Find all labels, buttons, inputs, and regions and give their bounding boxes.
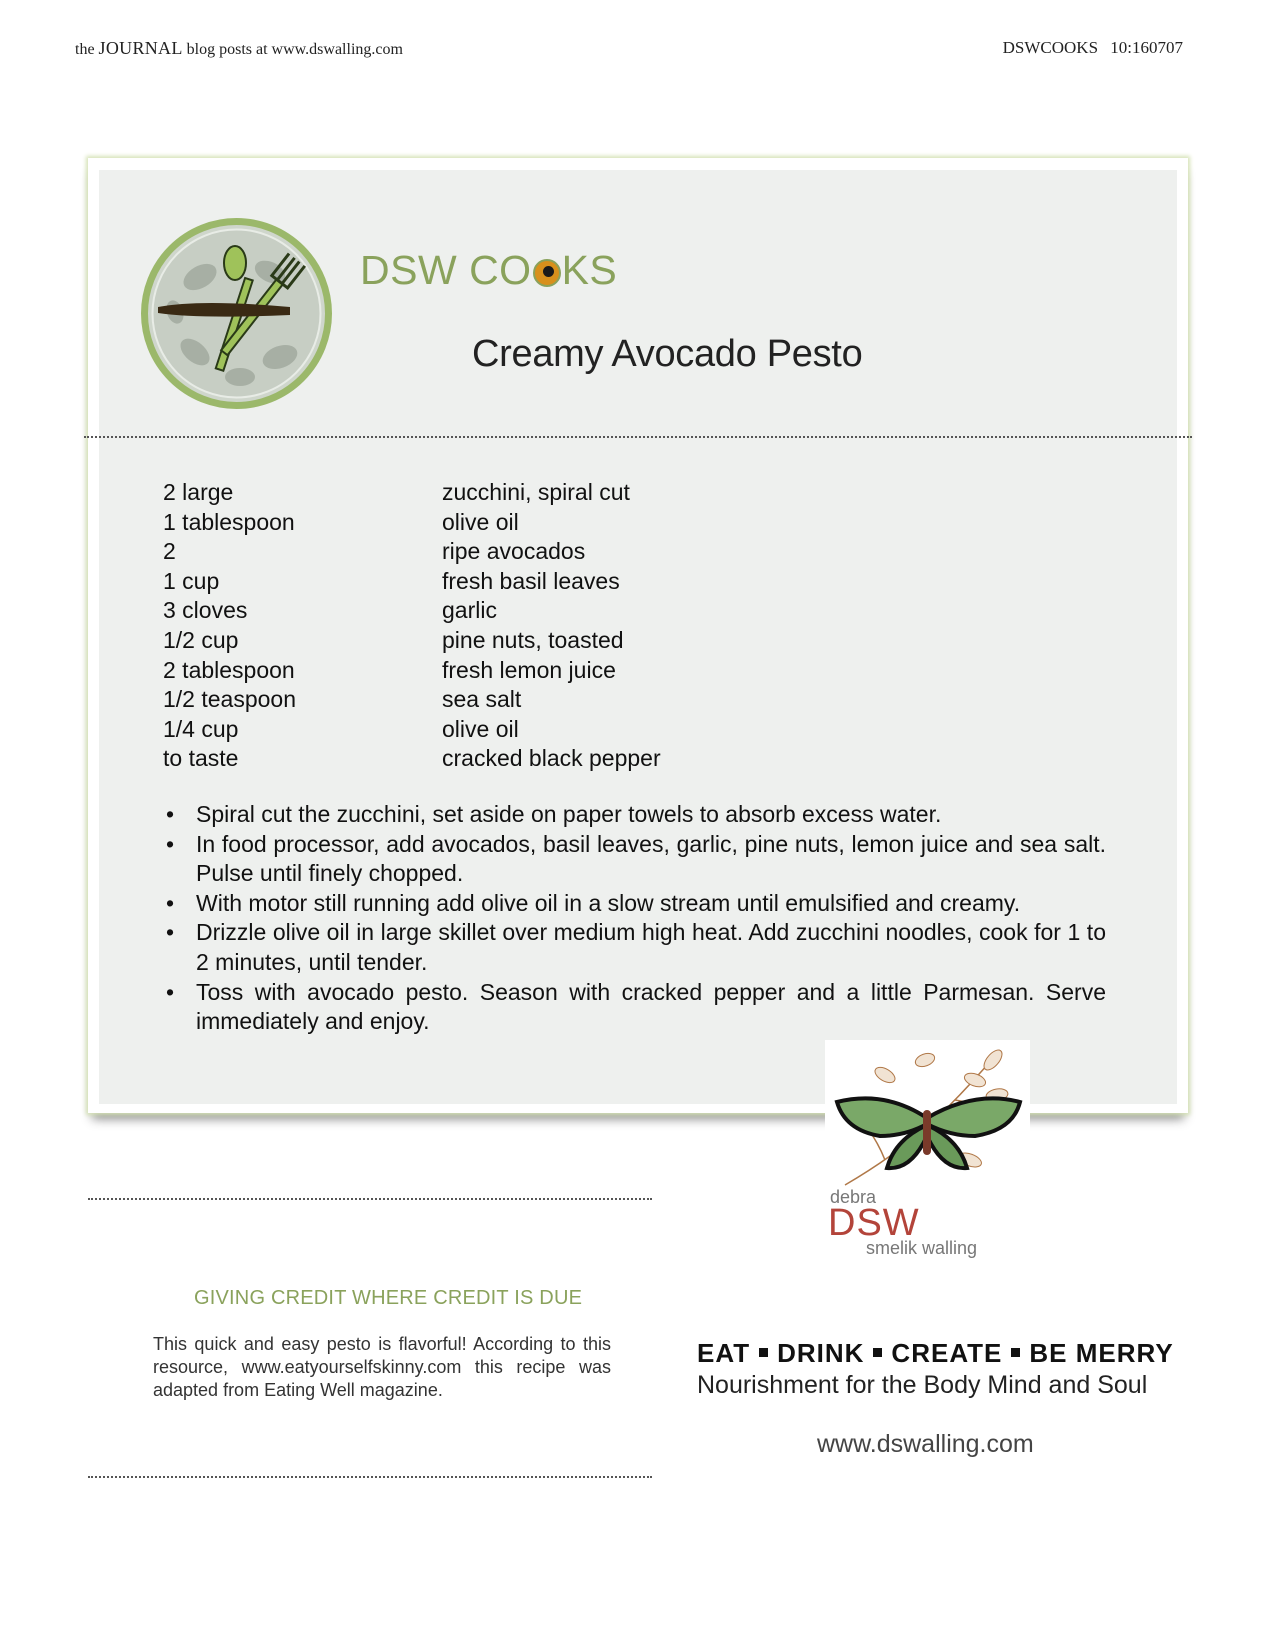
ingredient-quantity: 2 large [163,479,234,505]
ingredient-quantity: 1/2 teaspoon [163,686,297,713]
ingredient-row [163,715,661,745]
ingredient-row [163,596,661,626]
ingredient-row [163,508,661,538]
slogan-drink: DRINK [777,1338,865,1368]
ingredient-item: ripe avocados [442,538,586,565]
instruction-step: • Drizzle olive oil in large skillet over medium high heat. Add zucchini noodles, cook for 1 to 2 minutes, until tender. [166,918,1106,977]
utensils-logo-icon [140,217,333,410]
divider-credit-bottom [88,1476,652,1478]
slogan-create: CREATE [891,1338,1003,1368]
brand-ks: KS [561,247,618,293]
divider-credit-top [88,1198,652,1200]
divider-top [84,436,1192,438]
credit-body: This quick and easy pesto is flavorful! According to this resource, www.eatyourselfskinny.com this recipe was adapted from Eating Well magazine. [153,1334,611,1400]
ingredient-item: fresh basil leaves [442,567,620,594]
header-left [75,38,403,59]
slogan-be-merry: BE MERRY [1029,1338,1174,1368]
header-right: DSWCOOKS 10:160707 [1002,38,1183,57]
ingredient-row [163,744,661,774]
slogan [697,1338,1174,1369]
square-bullet-icon [1011,1348,1020,1357]
ingredients-list [163,478,661,774]
ingredient-quantity: 2 [163,538,176,565]
ingredient-item: olive oil [442,508,519,535]
ingredient-item: cracked black pepper [442,745,661,772]
journal-word: JOURNAL [98,38,183,58]
ingredient-row [163,478,661,508]
ingredient-quantity: 2 tablespoon [163,656,295,683]
instruction-step: • Spiral cut the zucchini, set aside on paper towels to absorb excess water. [166,800,1106,830]
recipe-title: Creamy Avocado Pesto [472,333,863,375]
ingredient-quantity: 1 tablespoon [163,508,295,535]
instruction-step: • With motor still running add olive oil in a slow stream until emulsified and creamy. [166,889,1106,919]
ingredient-quantity: 3 cloves [163,597,248,624]
website-link[interactable]: www.dswalling.com [817,1430,1034,1458]
square-bullet-icon [873,1348,882,1357]
artist-last-name: smelik walling [866,1238,978,1258]
brand-dsw: DSW [360,247,458,293]
brand-co: CO [469,247,532,293]
ingredient-quantity: 1/2 cup [163,626,239,653]
ingredient-item: fresh lemon juice [442,656,616,683]
tagline: Nourishment for the Body Mind and Soul [697,1371,1148,1399]
ingredient-quantity: 1/4 cup [163,715,239,742]
square-bullet-icon [759,1348,768,1357]
header-suffix: blog posts at www.dswalling.com [182,41,403,58]
ingredient-row [163,567,661,597]
ingredient-quantity: 1 cup [163,567,220,594]
artist-first-name: debra [830,1187,877,1207]
ingredient-row [163,685,661,715]
instruction-step: • In food processor, add avocados, basil leaves, garlic, pine nuts, lemon juice and sea salt. Pulse until finely chopped. [166,830,1106,889]
artist-initials: DSW [828,1202,920,1244]
ingredient-row [163,656,661,686]
ingredient-item: zucchini, spiral cut [442,479,630,505]
ingredient-item: garlic [442,597,497,624]
dsw-cooks-brand [360,247,617,294]
ingredient-item: sea salt [442,686,522,713]
butterfly-icon [825,1040,1030,1190]
ingredient-quantity: to taste [163,745,239,772]
instruction-step: • Toss with avocado pesto. Season with cracked pepper and a little Parmesan. Serve immediately and enjoy. [166,978,1106,1037]
credit-title: GIVING CREDIT WHERE CREDIT IS DUE [194,1287,583,1309]
ingredient-row [163,537,661,567]
ingredient-row [163,626,661,656]
ingredient-item: olive oil [442,715,519,742]
ingredient-item: pine nuts, toasted [442,626,624,653]
eye-o-icon [533,259,561,287]
instructions-list [166,800,1106,1037]
slogan-eat: EAT [697,1338,751,1368]
header-prefix: the [75,41,99,58]
